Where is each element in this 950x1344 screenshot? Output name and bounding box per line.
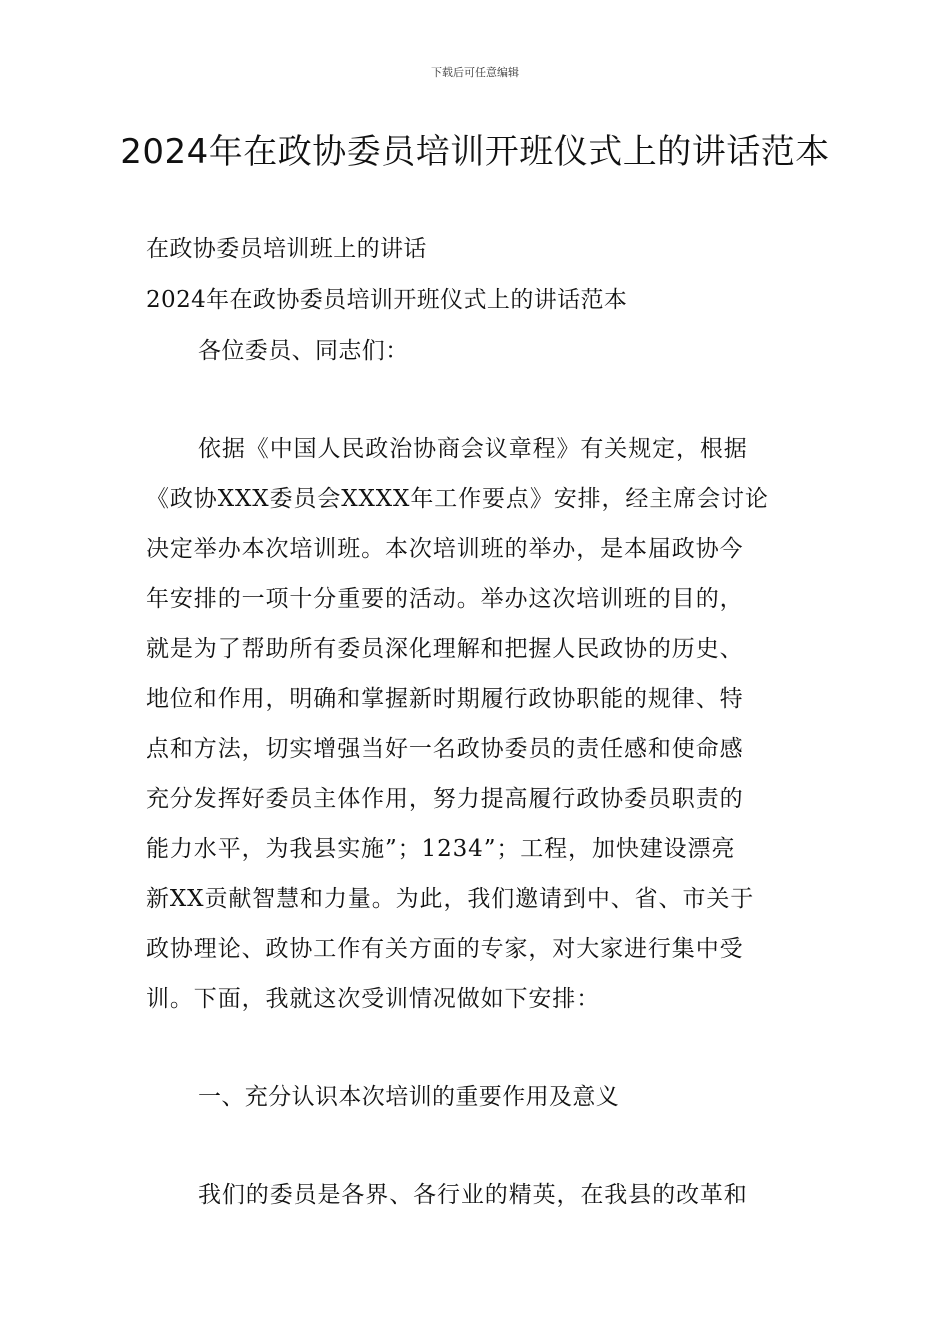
paragraph-line: 地位和作用，明确和掌握新时期履行政协职能的规律、特 [146,686,744,712]
paragraph-line: 训。下面，我就这次受训情况做如下安排： [146,986,601,1012]
paragraph-line: 就是为了帮助所有委员深化理解和把握人民政协的历史、 [146,636,744,662]
paragraph-2-line: 我们的委员是各界、各行业的精英，在我县的改革和 [198,1182,748,1208]
salutation: 各位委员、同志们： [198,338,409,364]
page-header-note: 下载后可任意编辑 [431,66,519,79]
paragraph-line: 依据《中国人民政治协商会议章程》有关规定，根据 [198,436,748,462]
subtitle-line-1: 在政协委员培训班上的讲话 [146,236,427,262]
subtitle-line-2: 2024年在政协委员培训开班仪式上的讲话范本 [146,287,628,313]
paragraph-line: 《政协XXX委员会XXXX年工作要点》安排，经主席会讨论 [146,486,769,512]
paragraph-line: 能力水平，为我县实施”；1234”；工程，加快建设漂亮 [146,836,736,862]
paragraph-line: 点和方法，切实增强当好一名政协委员的责任感和使命感 [146,736,744,762]
section-heading-1: 一、充分认识本次培训的重要作用及意义 [198,1084,620,1110]
paragraph-line: 决定举办本次培训班。本次培训班的举办，是本届政协今 [146,536,744,562]
paragraph-line: 新XX贡献智慧和力量。为此，我们邀请到中、省、市关于 [146,886,755,912]
document-title: 2024年在政协委员培训开班仪式上的讲话范本 [120,132,830,172]
paragraph-line: 政协理论、政协工作有关方面的专家，对大家进行集中受 [146,936,744,962]
paragraph-line: 充分发挥好委员主体作用，努力提高履行政协委员职责的 [146,786,744,812]
paragraph-line: 年安排的一项十分重要的活动。举办这次培训班的目的， [146,586,744,612]
